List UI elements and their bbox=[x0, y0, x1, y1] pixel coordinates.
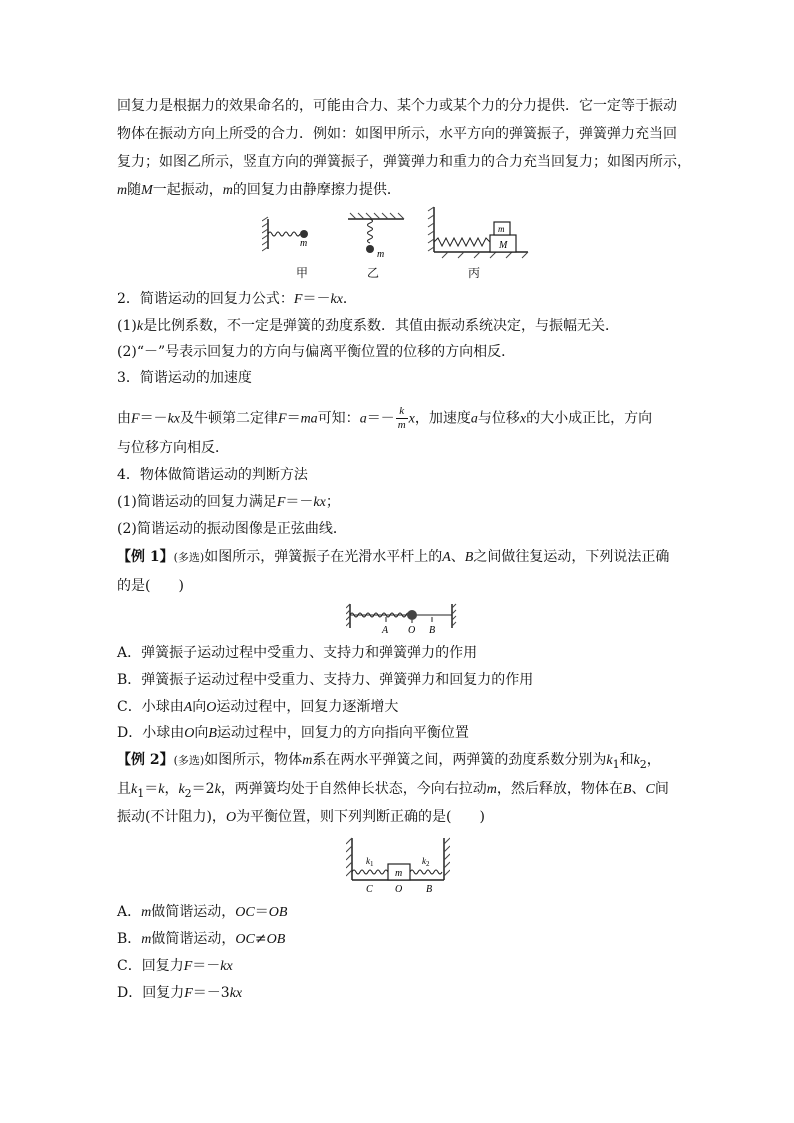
text: 做简谐运动， bbox=[151, 931, 236, 947]
var-B: B bbox=[208, 726, 217, 741]
var-k: k bbox=[214, 782, 221, 797]
example-1-question-line-2: 的是( ) bbox=[117, 578, 184, 594]
fig-label-m: m bbox=[300, 238, 308, 249]
section-2-point-1 bbox=[117, 316, 619, 337]
text: D．小球由 bbox=[117, 725, 185, 741]
text: 振动(不计阻力)， bbox=[117, 809, 226, 825]
text: (1) bbox=[117, 318, 137, 334]
section-4-point-2: (2)简谐运动的振动图像是正弦曲线． bbox=[117, 521, 347, 537]
example-2-option-b bbox=[117, 929, 285, 950]
text: 做简谐运动， bbox=[151, 904, 236, 920]
text: ， bbox=[646, 752, 661, 768]
text: ＝ bbox=[144, 781, 159, 797]
fig-label-M: M bbox=[499, 240, 508, 251]
var-m: m bbox=[222, 183, 233, 198]
text: 向 bbox=[192, 699, 207, 715]
text: ． bbox=[342, 291, 357, 307]
text: ， bbox=[164, 781, 179, 797]
text: 运动过程中，回复力的方向指向平衡位置 bbox=[216, 725, 469, 741]
k2-label: $k_2$ bbox=[422, 856, 430, 868]
var-kx: kx bbox=[313, 495, 326, 510]
section-4-point-1 bbox=[117, 492, 340, 513]
text: 为平衡位置，则下列判断正确的是( ) bbox=[236, 809, 485, 825]
var-O: O bbox=[184, 726, 195, 741]
multi-select-tag: (多选) bbox=[173, 754, 205, 767]
var-kx: kx bbox=[220, 959, 233, 974]
caption-jia: 甲 bbox=[296, 266, 309, 280]
text: C．小球由 bbox=[117, 699, 184, 715]
text: ＝－ bbox=[139, 410, 168, 427]
text: 和 bbox=[619, 752, 634, 768]
text: 之间做往复运动，下列说法正确 bbox=[473, 549, 670, 565]
example-1-option-c bbox=[117, 697, 398, 718]
var-OC: OC bbox=[235, 905, 255, 920]
fig-label-m: m bbox=[498, 224, 505, 234]
figure-yi bbox=[348, 213, 404, 260]
subscript: 1 bbox=[137, 786, 145, 800]
var-F: F bbox=[131, 411, 140, 427]
text: ，两弹簧均处于自然伸长状态，今向右拉动 bbox=[220, 781, 487, 797]
point-O-label: O bbox=[395, 884, 403, 895]
var-k: k bbox=[158, 782, 165, 797]
var-F: F bbox=[183, 959, 193, 974]
text: 的回复力由静摩擦力提供． bbox=[232, 182, 401, 198]
text: 系在两水平弹簧之间，两弹簧的劲度系数分别为 bbox=[312, 752, 607, 768]
var-B: B bbox=[622, 782, 632, 797]
text: B． bbox=[117, 931, 142, 947]
example-1-question-line-1 bbox=[117, 547, 669, 568]
section-3-title: 3．简谐运动的加速度 bbox=[117, 370, 252, 386]
k1-label: $k_1$ bbox=[366, 856, 374, 868]
var-C: C bbox=[645, 782, 655, 797]
text: ＝－ bbox=[366, 410, 395, 427]
text: 、 bbox=[631, 781, 646, 797]
figure-example-1 bbox=[346, 600, 458, 638]
example-1-option-a: A．弹簧振子运动过程中受重力、支持力和弹簧弹力的作用 bbox=[117, 645, 478, 661]
point-O-label: O bbox=[408, 625, 416, 636]
var-x: x bbox=[519, 411, 527, 427]
intro-line-4 bbox=[117, 180, 401, 201]
point-C-label: C bbox=[366, 884, 373, 895]
example-2-option-d bbox=[117, 983, 242, 1004]
point-B-label: B bbox=[426, 884, 433, 895]
text: ； bbox=[325, 494, 340, 510]
var-F: F bbox=[293, 292, 303, 307]
fraction-denominator: m bbox=[397, 419, 406, 431]
var-B: B bbox=[464, 550, 474, 565]
var-k: k bbox=[136, 319, 144, 334]
var-m: m bbox=[117, 183, 128, 198]
caption-yi: 乙 bbox=[367, 266, 380, 280]
text: ＝－ bbox=[302, 291, 331, 307]
caption-bing: 丙 bbox=[468, 266, 481, 280]
text: 运动过程中，回复力逐渐增大 bbox=[216, 699, 399, 715]
example-tag: 【例 2】 bbox=[117, 752, 174, 768]
intro-line-2: 物体在振动方向上所受的合力．例如：如图甲所示，水平方向的弹簧振子，弹簧弹力充当回 bbox=[117, 126, 677, 142]
text: 2．简谐运动的回复力公式： bbox=[117, 291, 294, 307]
figure-bing bbox=[428, 207, 528, 258]
var-O: O bbox=[206, 700, 217, 715]
example-1-option-d bbox=[117, 723, 469, 744]
figure-spring-oscillators bbox=[262, 205, 532, 263]
var-OB: OB bbox=[268, 905, 288, 920]
text: 间 bbox=[654, 781, 669, 797]
example-2-question-line-1 bbox=[117, 750, 661, 775]
text: ，然后释放，物体在 bbox=[496, 781, 623, 797]
text: 随 bbox=[127, 182, 142, 198]
text: 可知： bbox=[317, 410, 360, 427]
figure-example-2 bbox=[346, 834, 450, 896]
section-4-title: 4．物体做简谐运动的判断方法 bbox=[117, 467, 308, 483]
var-k: k bbox=[633, 753, 640, 768]
text: C．回复力 bbox=[117, 958, 184, 974]
var-F: F bbox=[278, 411, 287, 427]
var-OC: OC bbox=[235, 932, 255, 947]
subscript: 2 bbox=[639, 757, 647, 771]
subscript: 2 bbox=[184, 786, 192, 800]
example-1-option-b: B．弹簧振子运动过程中受重力、支持力、弹簧弹力和回复力的作用 bbox=[117, 672, 534, 688]
example-2-question-line-3 bbox=[117, 807, 485, 828]
text: 及牛顿第二定律 bbox=[180, 410, 278, 427]
text: ＝ bbox=[286, 410, 301, 427]
text: D．回复力 bbox=[117, 985, 185, 1001]
var-m: m bbox=[141, 932, 152, 947]
var-O: O bbox=[225, 810, 237, 825]
text: ＝－ bbox=[285, 494, 314, 510]
var-F: F bbox=[184, 986, 193, 1001]
var-a: a bbox=[359, 411, 367, 427]
var-A: A bbox=[442, 550, 451, 565]
section-3-line-1 bbox=[117, 405, 652, 432]
text: ＝ bbox=[254, 904, 269, 920]
text: ＝－3 bbox=[192, 985, 230, 1001]
var-m: m bbox=[302, 753, 313, 768]
text: 向 bbox=[194, 725, 209, 741]
var-kx: kx bbox=[330, 292, 343, 307]
fraction-numerator: k bbox=[396, 405, 408, 419]
block-m-label: m bbox=[395, 868, 403, 879]
multi-select-tag: (多选) bbox=[173, 551, 205, 564]
section-3-line-2: 与位移方向相反． bbox=[117, 440, 229, 456]
text: 的大小成正比，方向 bbox=[526, 410, 653, 427]
intro-line-1: 回复力是根据力的效果命名的，可能由合力、某个力或某个力的分力提供．它一定等于振动 bbox=[117, 98, 677, 114]
var-m: m bbox=[141, 905, 152, 920]
var-a: a bbox=[470, 411, 478, 427]
text: ≠ bbox=[254, 931, 267, 947]
var-k: k bbox=[606, 753, 613, 768]
section-2-title bbox=[117, 289, 357, 310]
var-M: M bbox=[141, 183, 153, 198]
example-2-option-a bbox=[117, 902, 287, 923]
var-OB: OB bbox=[266, 932, 286, 947]
point-A-label: A bbox=[382, 625, 389, 636]
text: ＝－ bbox=[192, 958, 221, 974]
point-B-label: B bbox=[429, 625, 436, 636]
section-2-point-2: (2)“－”号表示回复力的方向与偏离平衡位置的位移的方向相反． bbox=[117, 344, 516, 360]
text: ，加速度 bbox=[414, 410, 471, 427]
var-x: x bbox=[408, 411, 415, 427]
fig-label-m: m bbox=[377, 249, 385, 260]
intro-line-3: 复力；如图乙所示，竖直方向的弹簧振子，弹簧弹力和重力的合力充当回复力；如图丙所示， bbox=[117, 154, 691, 170]
var-ma: ma bbox=[300, 411, 318, 427]
example-tag: 【例 1】 bbox=[117, 549, 174, 565]
var-kx: kx bbox=[229, 986, 243, 1001]
text: 如图所示，物体 bbox=[204, 752, 303, 768]
text: 一起振动， bbox=[152, 182, 223, 198]
text: 是比例系数，不一定是弹簧的劲度系数．其值由振动系统决定，与振幅无关． bbox=[143, 318, 620, 334]
text: ＝2 bbox=[191, 781, 215, 797]
var-m: m bbox=[486, 782, 497, 797]
text: 、 bbox=[450, 549, 465, 565]
text: 如图所示，弹簧振子在光滑水平杆上的 bbox=[204, 549, 443, 565]
example-2-option-c bbox=[117, 956, 233, 977]
var-F: F bbox=[276, 495, 286, 510]
subscript: 1 bbox=[612, 757, 620, 771]
fraction-k-over-m bbox=[396, 405, 408, 432]
text: (1)简谐运动的回复力满足 bbox=[117, 494, 277, 510]
var-A: A bbox=[183, 700, 193, 715]
text: 且 bbox=[117, 781, 131, 797]
text: 由 bbox=[117, 410, 131, 427]
var-kx: kx bbox=[167, 411, 180, 427]
ball bbox=[407, 610, 417, 620]
figure-jia bbox=[262, 217, 308, 251]
var-k: k bbox=[178, 782, 185, 797]
var-k: k bbox=[131, 782, 138, 797]
text: 与位移 bbox=[477, 410, 520, 427]
example-2-question-line-2 bbox=[117, 779, 669, 804]
text: A． bbox=[117, 904, 142, 920]
